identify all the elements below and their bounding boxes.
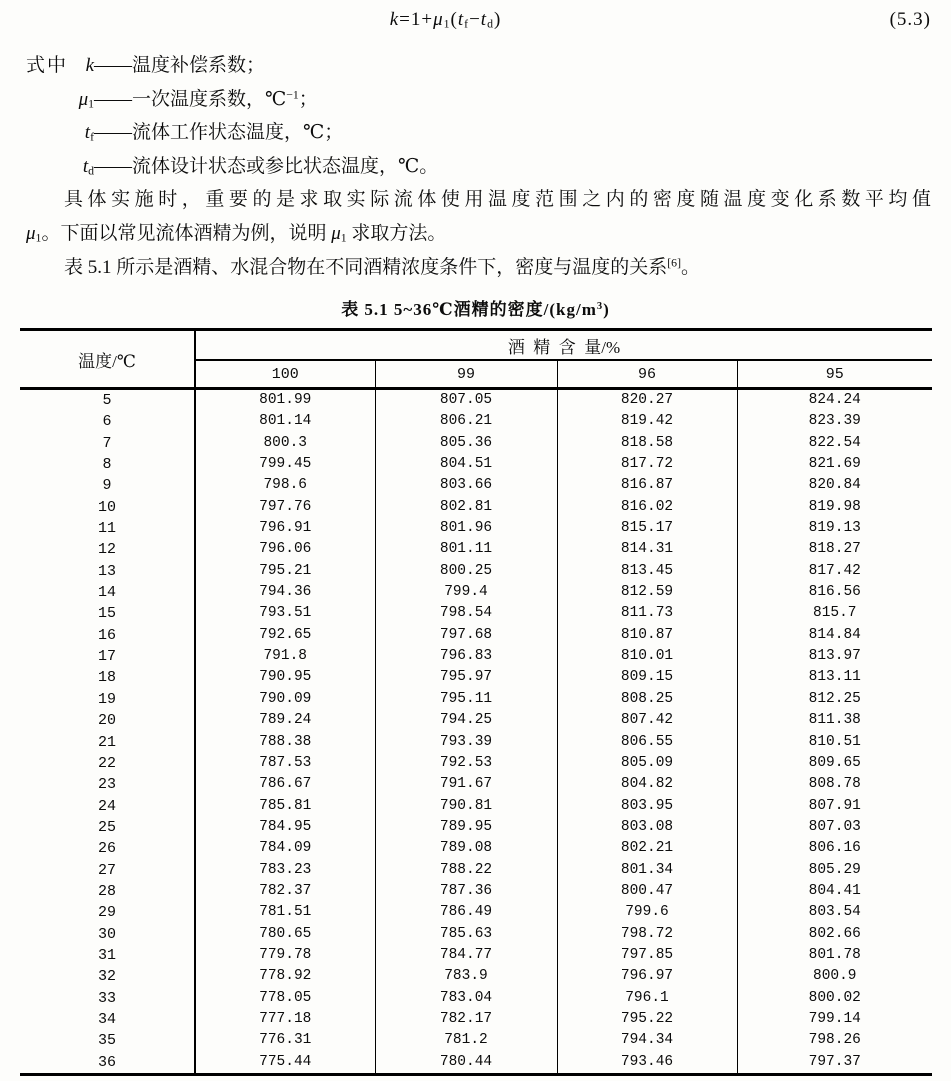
definition-text: ——一次温度系数，℃$^{-1}$； (94, 88, 318, 110)
table-row (20, 732, 932, 753)
density-cell: 783.9 (375, 966, 557, 987)
temperature-cell: 23 (20, 774, 195, 795)
density-cell: 798.72 (557, 924, 737, 945)
density-cell: 801.34 (557, 860, 737, 881)
density-cell: 809.65 (808, 754, 861, 771)
density-cell: 807.03 (808, 818, 861, 835)
temperature-cell: 7 (20, 433, 195, 454)
density-cell: 787.53 (195, 753, 375, 774)
temperature-cell: 15 (20, 603, 195, 624)
density-cell: 800.25 (375, 561, 557, 582)
table-row (20, 603, 932, 624)
definition-text: ——温度补偿系数； (94, 55, 266, 76)
density-cell: 800.9 (813, 968, 857, 985)
density-cell: 806.16 (808, 840, 861, 857)
density-cell: 795.22 (557, 1009, 737, 1030)
temperature-column-header: 温度/℃ (20, 330, 195, 389)
table-row (20, 945, 932, 966)
density-cell: 801.99 (195, 389, 375, 412)
density-cell: 798.54 (375, 603, 557, 624)
table-row (20, 860, 932, 881)
density-cell: 802.81 (375, 497, 557, 518)
temperature-cell: 26 (20, 838, 195, 859)
density-cell: 796.91 (195, 518, 375, 539)
density-cell: 805.09 (557, 753, 737, 774)
definition-text: ——流体设计状态或参比状态温度，℃。 (94, 155, 439, 177)
table-row (20, 817, 932, 838)
table-row (20, 838, 932, 859)
density-cell: 790.95 (195, 667, 375, 688)
temperature-cell: 9 (20, 475, 195, 496)
density-cell: 810.51 (808, 733, 861, 750)
density-cell: 814.84 (808, 626, 861, 643)
density-cell: 785.81 (195, 796, 375, 817)
temperature-cell: 35 (20, 1030, 195, 1051)
density-cell: 820.84 (808, 477, 861, 494)
density-cell: 821.69 (808, 456, 861, 473)
symbol-tf: $t_f$ (84, 122, 94, 144)
density-cell: 809.15 (557, 667, 737, 688)
density-cell: 786.49 (375, 902, 557, 923)
density-cell: 798.6 (195, 475, 375, 496)
definition-line (0, 49, 951, 83)
table-row (20, 518, 932, 539)
density-cell: 822.54 (808, 434, 861, 451)
density-cell: 789.95 (375, 817, 557, 838)
paragraph-1-line-2: $\mu_1$。下面以常见流体酒精为例，说明 $\mu_1$ 求取方法。 (26, 223, 447, 245)
table-row (20, 454, 932, 475)
temperature-cell: 32 (20, 966, 195, 987)
density-cell: 781.51 (195, 902, 375, 923)
temperature-cell: 27 (20, 860, 195, 881)
density-cell: 816.02 (557, 497, 737, 518)
table-row (20, 796, 932, 817)
density-cell: 807.91 (808, 797, 861, 814)
column-header-95: 95 (737, 360, 932, 389)
density-cell: 797.76 (195, 497, 375, 518)
table-row (20, 1030, 932, 1051)
symbol-mu1: $\mu_1$ (78, 88, 94, 111)
spacer (26, 150, 72, 184)
density-cell: 797.68 (375, 625, 557, 646)
table-header (20, 330, 932, 389)
density-cell: 804.82 (557, 774, 737, 795)
density-cell: 819.98 (808, 498, 861, 515)
definition-line (0, 83, 951, 117)
symbol-k: k (85, 55, 94, 76)
table-row (20, 475, 932, 496)
density-cell: 792.53 (375, 753, 557, 774)
paragraph-1-line-1: 具体实施时，重要的是求取实际流体使用温度范围之内的密度随温度变化系数平均值 (64, 189, 931, 210)
density-cell: 787.36 (375, 881, 557, 902)
density-cell: 780.65 (195, 924, 375, 945)
density-cell: 781.2 (375, 1030, 557, 1051)
temperature-cell: 30 (20, 924, 195, 945)
table-row (20, 1052, 932, 1075)
density-cell: 806.55 (557, 732, 737, 753)
temperature-cell: 29 (20, 902, 195, 923)
temperature-cell: 19 (20, 689, 195, 710)
density-cell: 815.17 (557, 518, 737, 539)
temperature-cell: 28 (20, 881, 195, 902)
density-cell: 797.37 (808, 1053, 861, 1070)
temperature-cell: 12 (20, 539, 195, 560)
temperature-cell: 5 (20, 389, 195, 412)
density-cell: 795.21 (195, 561, 375, 582)
density-cell: 811.73 (557, 603, 737, 624)
table-row (20, 433, 932, 454)
temperature-cell: 33 (20, 988, 195, 1009)
density-cell: 798.26 (808, 1032, 861, 1049)
density-cell: 795.97 (375, 667, 557, 688)
column-header-100: 100 (195, 360, 375, 389)
density-cell: 778.92 (195, 966, 375, 987)
density-cell: 817.42 (808, 562, 861, 579)
table-row (20, 689, 932, 710)
density-cell: 819.13 (808, 520, 861, 537)
density-cell: 793.46 (557, 1052, 737, 1075)
density-cell: 803.95 (557, 796, 737, 817)
where-label: 式中 (26, 55, 69, 76)
temperature-cell: 13 (20, 561, 195, 582)
density-cell: 791.67 (375, 774, 557, 795)
temperature-cell: 6 (20, 411, 195, 432)
density-cell: 784.95 (195, 817, 375, 838)
table-body (20, 389, 932, 1075)
temperature-cell: 22 (20, 753, 195, 774)
density-cell: 801.96 (375, 518, 557, 539)
density-cell: 808.25 (557, 689, 737, 710)
table-row (20, 753, 932, 774)
density-cell: 786.67 (195, 774, 375, 795)
density-cell: 784.77 (375, 945, 557, 966)
density-cell: 800.3 (195, 433, 375, 454)
density-cell: 796.83 (375, 646, 557, 667)
density-cell: 783.04 (375, 988, 557, 1009)
density-cell: 775.44 (195, 1052, 375, 1075)
density-cell: 778.05 (195, 988, 375, 1009)
table-row (20, 539, 932, 560)
spacer (26, 83, 72, 117)
density-cell: 795.11 (375, 689, 557, 710)
density-cell: 820.27 (557, 389, 737, 412)
density-cell: 818.27 (808, 541, 861, 558)
temperature-cell: 11 (20, 518, 195, 539)
table-caption: 表 5.1 5~36℃酒精的密度$/(kg/m^3)$ (341, 300, 610, 319)
density-cell: 793.51 (195, 603, 375, 624)
density-cell: 803.54 (808, 904, 861, 921)
density-cell: 788.22 (375, 860, 557, 881)
table-row (20, 646, 932, 667)
density-cell: 796.1 (557, 988, 737, 1009)
temperature-cell: 34 (20, 1009, 195, 1030)
density-cell: 816.87 (557, 475, 737, 496)
table-row (20, 966, 932, 987)
density-cell: 794.25 (375, 710, 557, 731)
density-cell: 794.36 (195, 582, 375, 603)
density-cell: 802.66 (808, 925, 861, 942)
density-cell: 801.78 (808, 946, 861, 963)
density-cell: 799.14 (808, 1010, 861, 1027)
density-cell: 792.65 (195, 625, 375, 646)
temperature-cell: 25 (20, 817, 195, 838)
density-cell: 812.25 (808, 690, 861, 707)
temperature-cell: 18 (20, 667, 195, 688)
column-header-96: 96 (557, 360, 737, 389)
equation-row (0, 0, 951, 37)
temperature-cell: 14 (20, 582, 195, 603)
density-cell: 803.66 (375, 475, 557, 496)
density-cell: 799.45 (195, 454, 375, 475)
density-cell: 777.18 (195, 1009, 375, 1030)
density-cell: 776.31 (195, 1030, 375, 1051)
density-cell: 779.78 (195, 945, 375, 966)
density-cell: 805.29 (808, 861, 861, 878)
definition-line (0, 116, 951, 150)
table-row (20, 411, 932, 432)
equation-number: (5.3) (889, 9, 931, 30)
temperature-cell: 20 (20, 710, 195, 731)
density-cell: 803.08 (557, 817, 737, 838)
table-row (20, 625, 932, 646)
temperature-cell: 24 (20, 796, 195, 817)
equation: $k=1+\mu_1(t_f-t_d)$ (389, 9, 502, 31)
definition-text: ——流体工作状态温度，℃； (94, 122, 344, 143)
density-cell: 813.45 (557, 561, 737, 582)
density-cell: 810.01 (557, 646, 737, 667)
table-row (20, 924, 932, 945)
density-cell: 785.63 (375, 924, 557, 945)
density-cell: 814.31 (557, 539, 737, 560)
density-cell: 782.17 (375, 1009, 557, 1030)
table-row (20, 774, 932, 795)
table-row (20, 389, 932, 412)
table-row (20, 582, 932, 603)
density-cell: 801.11 (375, 539, 557, 560)
density-cell: 807.05 (375, 389, 557, 412)
density-cell: 818.58 (557, 433, 737, 454)
density-cell: 790.81 (375, 796, 557, 817)
density-cell: 790.09 (195, 689, 375, 710)
spacer (26, 116, 72, 150)
column-header-99: 99 (375, 360, 557, 389)
table-row (20, 561, 932, 582)
table-row (20, 497, 932, 518)
temperature-cell: 31 (20, 945, 195, 966)
density-cell: 824.24 (808, 392, 861, 408)
density-cell: 816.56 (808, 584, 861, 601)
density-cell: 780.44 (375, 1052, 557, 1075)
table-row (20, 667, 932, 688)
density-cell: 823.39 (808, 413, 861, 430)
table-row (20, 988, 932, 1009)
density-cell: 808.78 (808, 776, 861, 793)
density-cell: 797.85 (557, 945, 737, 966)
density-cell: 789.08 (375, 838, 557, 859)
density-cell: 813.97 (808, 648, 861, 665)
temperature-cell: 17 (20, 646, 195, 667)
temperature-cell: 10 (20, 497, 195, 518)
density-cell: 802.21 (557, 838, 737, 859)
density-cell: 794.34 (557, 1030, 737, 1051)
temperature-cell: 21 (20, 732, 195, 753)
density-cell: 804.41 (808, 882, 861, 899)
temperature-cell: 36 (20, 1052, 195, 1075)
density-cell: 799.6 (557, 902, 737, 923)
density-cell: 801.14 (195, 411, 375, 432)
temperature-cell: 16 (20, 625, 195, 646)
density-cell: 806.21 (375, 411, 557, 432)
density-cell: 804.51 (375, 454, 557, 475)
density-cell: 815.7 (813, 605, 857, 622)
density-cell: 817.72 (557, 454, 737, 475)
density-table (20, 328, 932, 1076)
symbol-definitions (0, 49, 951, 183)
density-cell: 796.97 (557, 966, 737, 987)
density-cell: 805.36 (375, 433, 557, 454)
definition-line (0, 150, 951, 184)
density-cell: 812.59 (557, 582, 737, 603)
table-row (20, 881, 932, 902)
density-cell: 813.11 (808, 669, 861, 686)
temperature-cell: 8 (20, 454, 195, 475)
density-cell: 791.8 (195, 646, 375, 667)
table-row (20, 902, 932, 923)
density-cell: 799.4 (375, 582, 557, 603)
density-cell: 800.02 (808, 989, 861, 1006)
table-row (20, 710, 932, 731)
density-cell: 807.42 (557, 710, 737, 731)
paragraph-2: 表 5.1 所示是酒精、水混合物在不同酒精浓度条件下，密度与温度的关系[6]。 (64, 256, 701, 278)
density-cell: 819.42 (557, 411, 737, 432)
table-row (20, 1009, 932, 1030)
alcohol-content-group-header: 酒 精 含 量/% (195, 330, 932, 361)
density-cell: 788.38 (195, 732, 375, 753)
density-cell: 810.87 (557, 625, 737, 646)
density-cell: 782.37 (195, 881, 375, 902)
density-cell: 800.47 (557, 881, 737, 902)
symbol-td: $t_d$ (82, 155, 94, 178)
density-cell: 796.06 (195, 539, 375, 560)
density-cell: 784.09 (195, 838, 375, 859)
density-cell: 811.38 (808, 712, 861, 729)
density-cell: 789.24 (195, 710, 375, 731)
density-cell: 783.23 (195, 860, 375, 881)
density-cell: 793.39 (375, 732, 557, 753)
